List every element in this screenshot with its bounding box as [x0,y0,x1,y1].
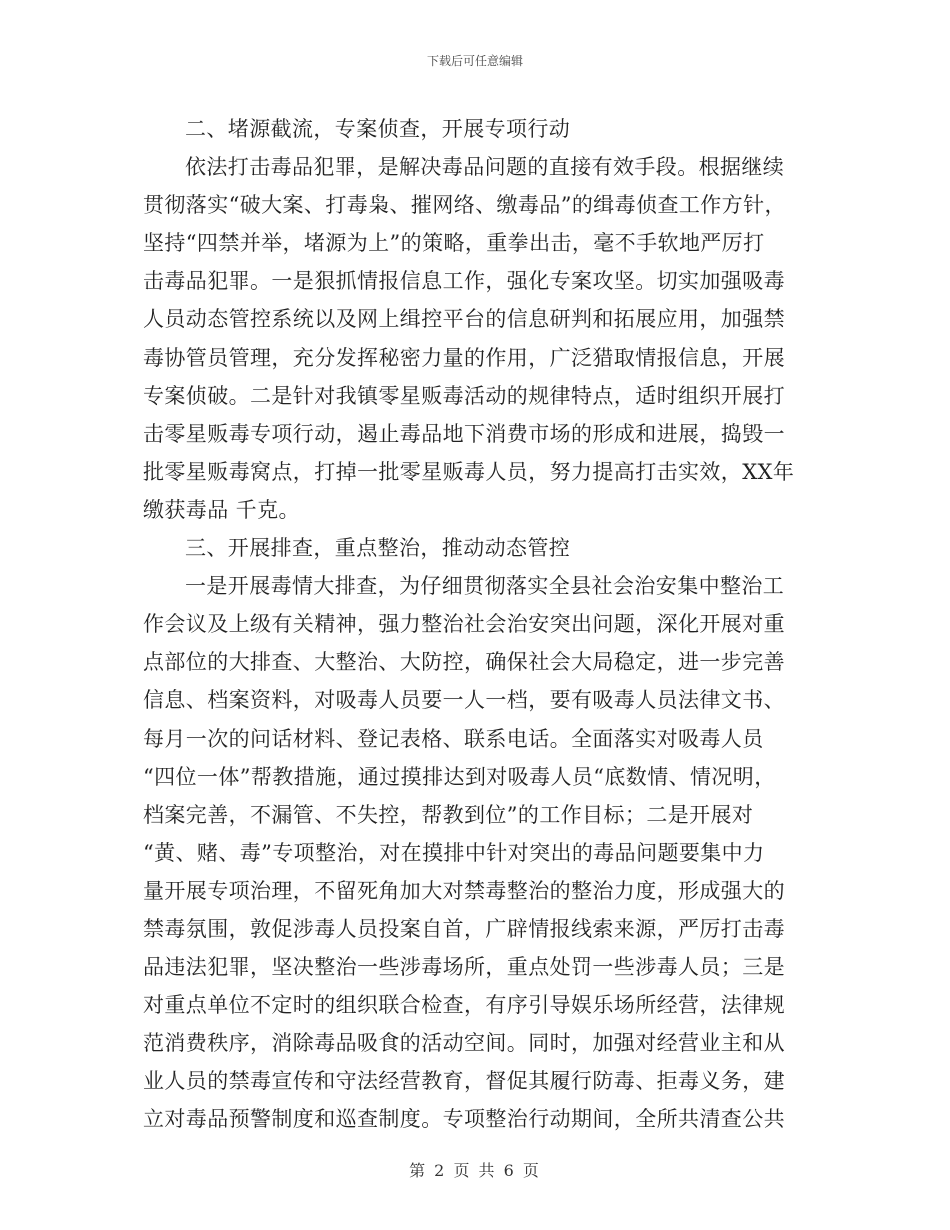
text-line: 坚持“四禁并举，堵源为上”的策略，重拳出击，毫不手软地严厉打 [143,231,765,256]
text-line: 批零星贩毒窝点，打掉一批零星贩毒人员，努力提高打击实效，XX年 [143,459,795,484]
text-line: 立对毒品预警制度和巡查制度。专项整治行动期间，全所共清查公共 [143,1107,785,1132]
text-line: 信息、档案资料，对吸毒人员要一人一档，要有吸毒人员法律文书、 [143,688,785,713]
text-line: 贯彻落实“破大案、打毒枭、摧网络、缴毒品”的缉毒侦查工作方针， [143,193,786,218]
text-line: 作会议及上级有关精神，强力整治社会治安突出问题，深化开展对重 [143,612,785,637]
text-line: 品违法犯罪，坚决整治一些涉毒场所，重点处罚一些涉毒人员；三是 [143,955,785,980]
text-line: 每月一次的问话材料、登记表格、联系电话。全面落实对吸毒人员 [143,726,764,751]
text-line: 对重点单位不定时的组织联合检查，有序引导娱乐场所经营，法律规 [143,993,785,1018]
text-line: 依法打击毒品犯罪，是解决毒品问题的直接有效手段。根据继续 [185,155,785,180]
text-line: 禁毒氛围，敦促涉毒人员投案自首，广辟情报线索来源，严厉打击毒 [143,916,785,941]
text-line: 击零星贩毒专项行动，遏止毒品地下消费市场的形成和进展，捣毁一 [143,421,785,446]
header-note: 下载后可任意编辑 [426,54,523,68]
text-line: 业人员的禁毒宣传和守法经营教育，督促其履行防毒、拒毒义务，建 [143,1069,785,1094]
document-body [143,110,801,1139]
text-line: 击毒品犯罪。一是狠抓情报信息工作，强化专案攻坚。切实加强吸毒 [143,269,785,294]
text-line: 二、堵源截流，专案侦查，开展专项行动 [185,117,571,141]
text-line: 点部位的大排查、大整治、大防控，确保社会大局稳定，进一步完善 [143,650,785,675]
text-line: 专案侦破。二是针对我镇零星贩毒活动的规律特点，适时组织开展打 [143,383,785,408]
text-line: “四位一体”帮教措施，通过摸排达到对吸毒人员“底数情、情况明， [143,764,776,789]
text-line: 档案完善，不漏管、不失控，帮教到位”的工作目标；二是开展对 [143,802,754,827]
text-line: 一是开展毒情大排查，为仔细贯彻落实全县社会治安集中整治工 [185,574,785,599]
text-line: 量开展专项治理，不留死角加大对禁毒整治的整治力度，形成强大的 [143,878,785,903]
text-line: 范消费秩序，消除毒品吸食的活动空间。同时，加强对经营业主和从 [143,1031,785,1056]
text-line: “黄、赌、毒”专项整治，对在摸排中针对突出的毒品问题要集中力 [143,840,765,865]
text-line: 缴获毒品 千克。 [143,497,300,522]
page-number-footer: 第 2 页 共 6 页 [409,1161,541,1180]
text-line: 毒协管员管理，充分发挥秘密力量的作用，广泛猎取情报信息，开展 [143,345,785,370]
text-line: 人员动态管控系统以及网上缉控平台的信息研判和拓展应用，加强禁 [143,307,785,332]
text-line: 三、开展排查，重点整治，推动动态管控 [185,536,571,561]
